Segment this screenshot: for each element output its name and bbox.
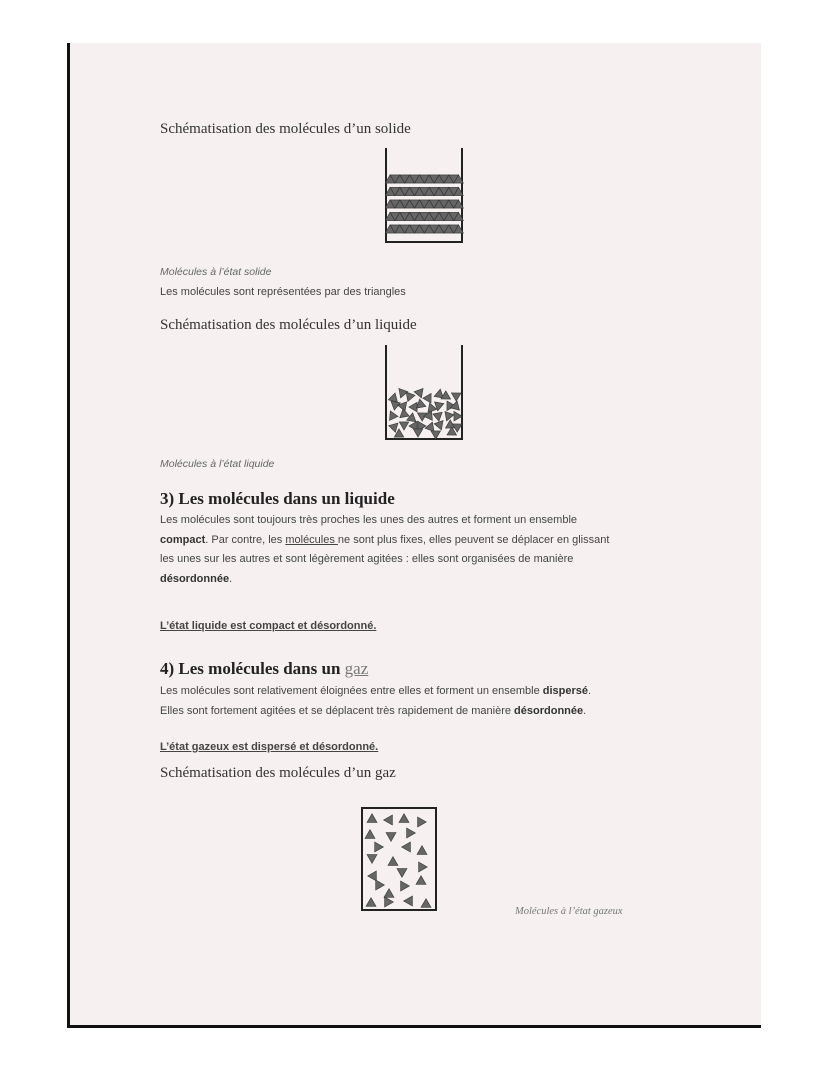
section4-line1	[160, 682, 688, 702]
compact-bold: compact	[160, 533, 206, 546]
molecule-triangle	[366, 898, 376, 907]
gas-title: Schématisation des molécules d’un gaz	[160, 765, 396, 781]
section3-line3: les unes sur les autres et sont légèrement agitées : elles sont organisées de manière	[160, 553, 574, 565]
section3-line2-a: . Par contre, les	[205, 533, 286, 546]
molecule-triangle	[397, 869, 407, 878]
molecule-triangle	[423, 393, 431, 403]
molecule-triangle	[404, 896, 413, 906]
section4-line1-text: Les molécules sont relativement éloignées entre elles et forment un ensemble	[160, 685, 540, 697]
solid-note: Les molécules sont représentées par des triangles	[160, 286, 406, 298]
molecule-triangle	[434, 421, 443, 430]
molecule-triangle	[421, 899, 431, 908]
desordonnee2-bold: désordonnée	[514, 704, 584, 717]
liquid-caption: Molécules à l’état liquide	[160, 458, 275, 470]
section3-line2	[160, 531, 688, 551]
molecules-underlined: molécules	[285, 533, 338, 546]
molecule-triangle	[418, 817, 427, 827]
section4-paragraph	[160, 682, 688, 721]
molecule-triangle	[399, 422, 409, 430]
molecule-triangle	[419, 862, 428, 872]
molecule-triangle	[402, 842, 411, 852]
section3-line4	[160, 570, 688, 590]
section3-heading: 3) Les molécules dans un liquide	[160, 489, 395, 508]
molecule-triangle	[425, 422, 434, 431]
molecule-triangle	[417, 399, 426, 408]
molecule-triangle	[416, 876, 426, 885]
molecule-triangle	[376, 880, 385, 890]
section3-paragraph	[160, 511, 688, 589]
molecule-triangle	[454, 411, 462, 421]
molecule-triangle	[445, 412, 454, 421]
section4-conclusion: L’état gazeux est dispersé et désordonné.	[160, 741, 379, 753]
liquid-molecule-diagram	[380, 343, 472, 443]
solid-molecule-diagram	[380, 146, 472, 246]
section4-line2-end: .	[583, 704, 587, 717]
molecule-triangle	[431, 431, 441, 439]
desordonnee-bold: désordonnée	[160, 572, 230, 585]
section4-line1-end: .	[588, 685, 592, 697]
gas-molecule-diagram	[360, 806, 438, 912]
molecule-triangle	[385, 897, 394, 907]
molecule-triangle	[386, 833, 396, 842]
molecule-triangle	[433, 412, 442, 421]
molecule-triangle	[388, 393, 397, 402]
section3-line4-end: .	[229, 572, 233, 585]
gas-caption: Molécules à l’état gazeux	[515, 906, 623, 917]
section4-line2	[160, 702, 688, 722]
section4-heading	[160, 659, 368, 679]
molecule-triangle	[417, 846, 427, 855]
molecule-triangle	[390, 411, 399, 421]
molecule-triangle	[367, 855, 377, 864]
molecule-triangle	[367, 814, 377, 823]
molecule-triangle	[384, 815, 393, 825]
molecule-triangle	[451, 393, 461, 401]
section4-line2-text: Elles sont fortement agitées et se déplacent très rapidement de manière	[160, 704, 511, 717]
molecule-triangle	[409, 402, 417, 412]
disperse-bold: dispersé	[542, 685, 589, 697]
liquid-title: Schématisation des molécules d’un liquide	[160, 317, 417, 333]
gaz-underlined: gaz	[344, 659, 369, 678]
molecule-triangle	[401, 881, 410, 891]
solid-caption: Molécules à l’état solide	[160, 266, 272, 278]
section4-heading-text: 4) Les molécules dans un	[160, 659, 345, 678]
molecule-triangle	[399, 814, 409, 823]
molecule-triangle	[406, 392, 415, 401]
molecule-triangle	[375, 842, 384, 852]
molecule-triangle	[407, 828, 416, 838]
molecule-triangle	[365, 830, 375, 839]
molecule-triangle	[389, 423, 398, 432]
molecule-triangle	[388, 857, 398, 866]
molecule-triangle	[413, 429, 423, 437]
solid-title: Schématisation des molécules d’un solide	[160, 121, 411, 137]
section3-conclusion: L’état liquide est compact et désordonné.	[160, 620, 377, 632]
molecule-triangle	[368, 871, 377, 881]
section3-line1: Les molécules sont toujours très proches les unes des autres et forment un ensemble	[160, 514, 578, 526]
molecule-triangle	[414, 389, 423, 398]
section3-line2-b: ne sont plus fixes, elles peuvent se déplacer en glissant	[337, 533, 610, 546]
molecule-triangle	[384, 889, 394, 898]
molecule-triangle	[400, 409, 409, 418]
